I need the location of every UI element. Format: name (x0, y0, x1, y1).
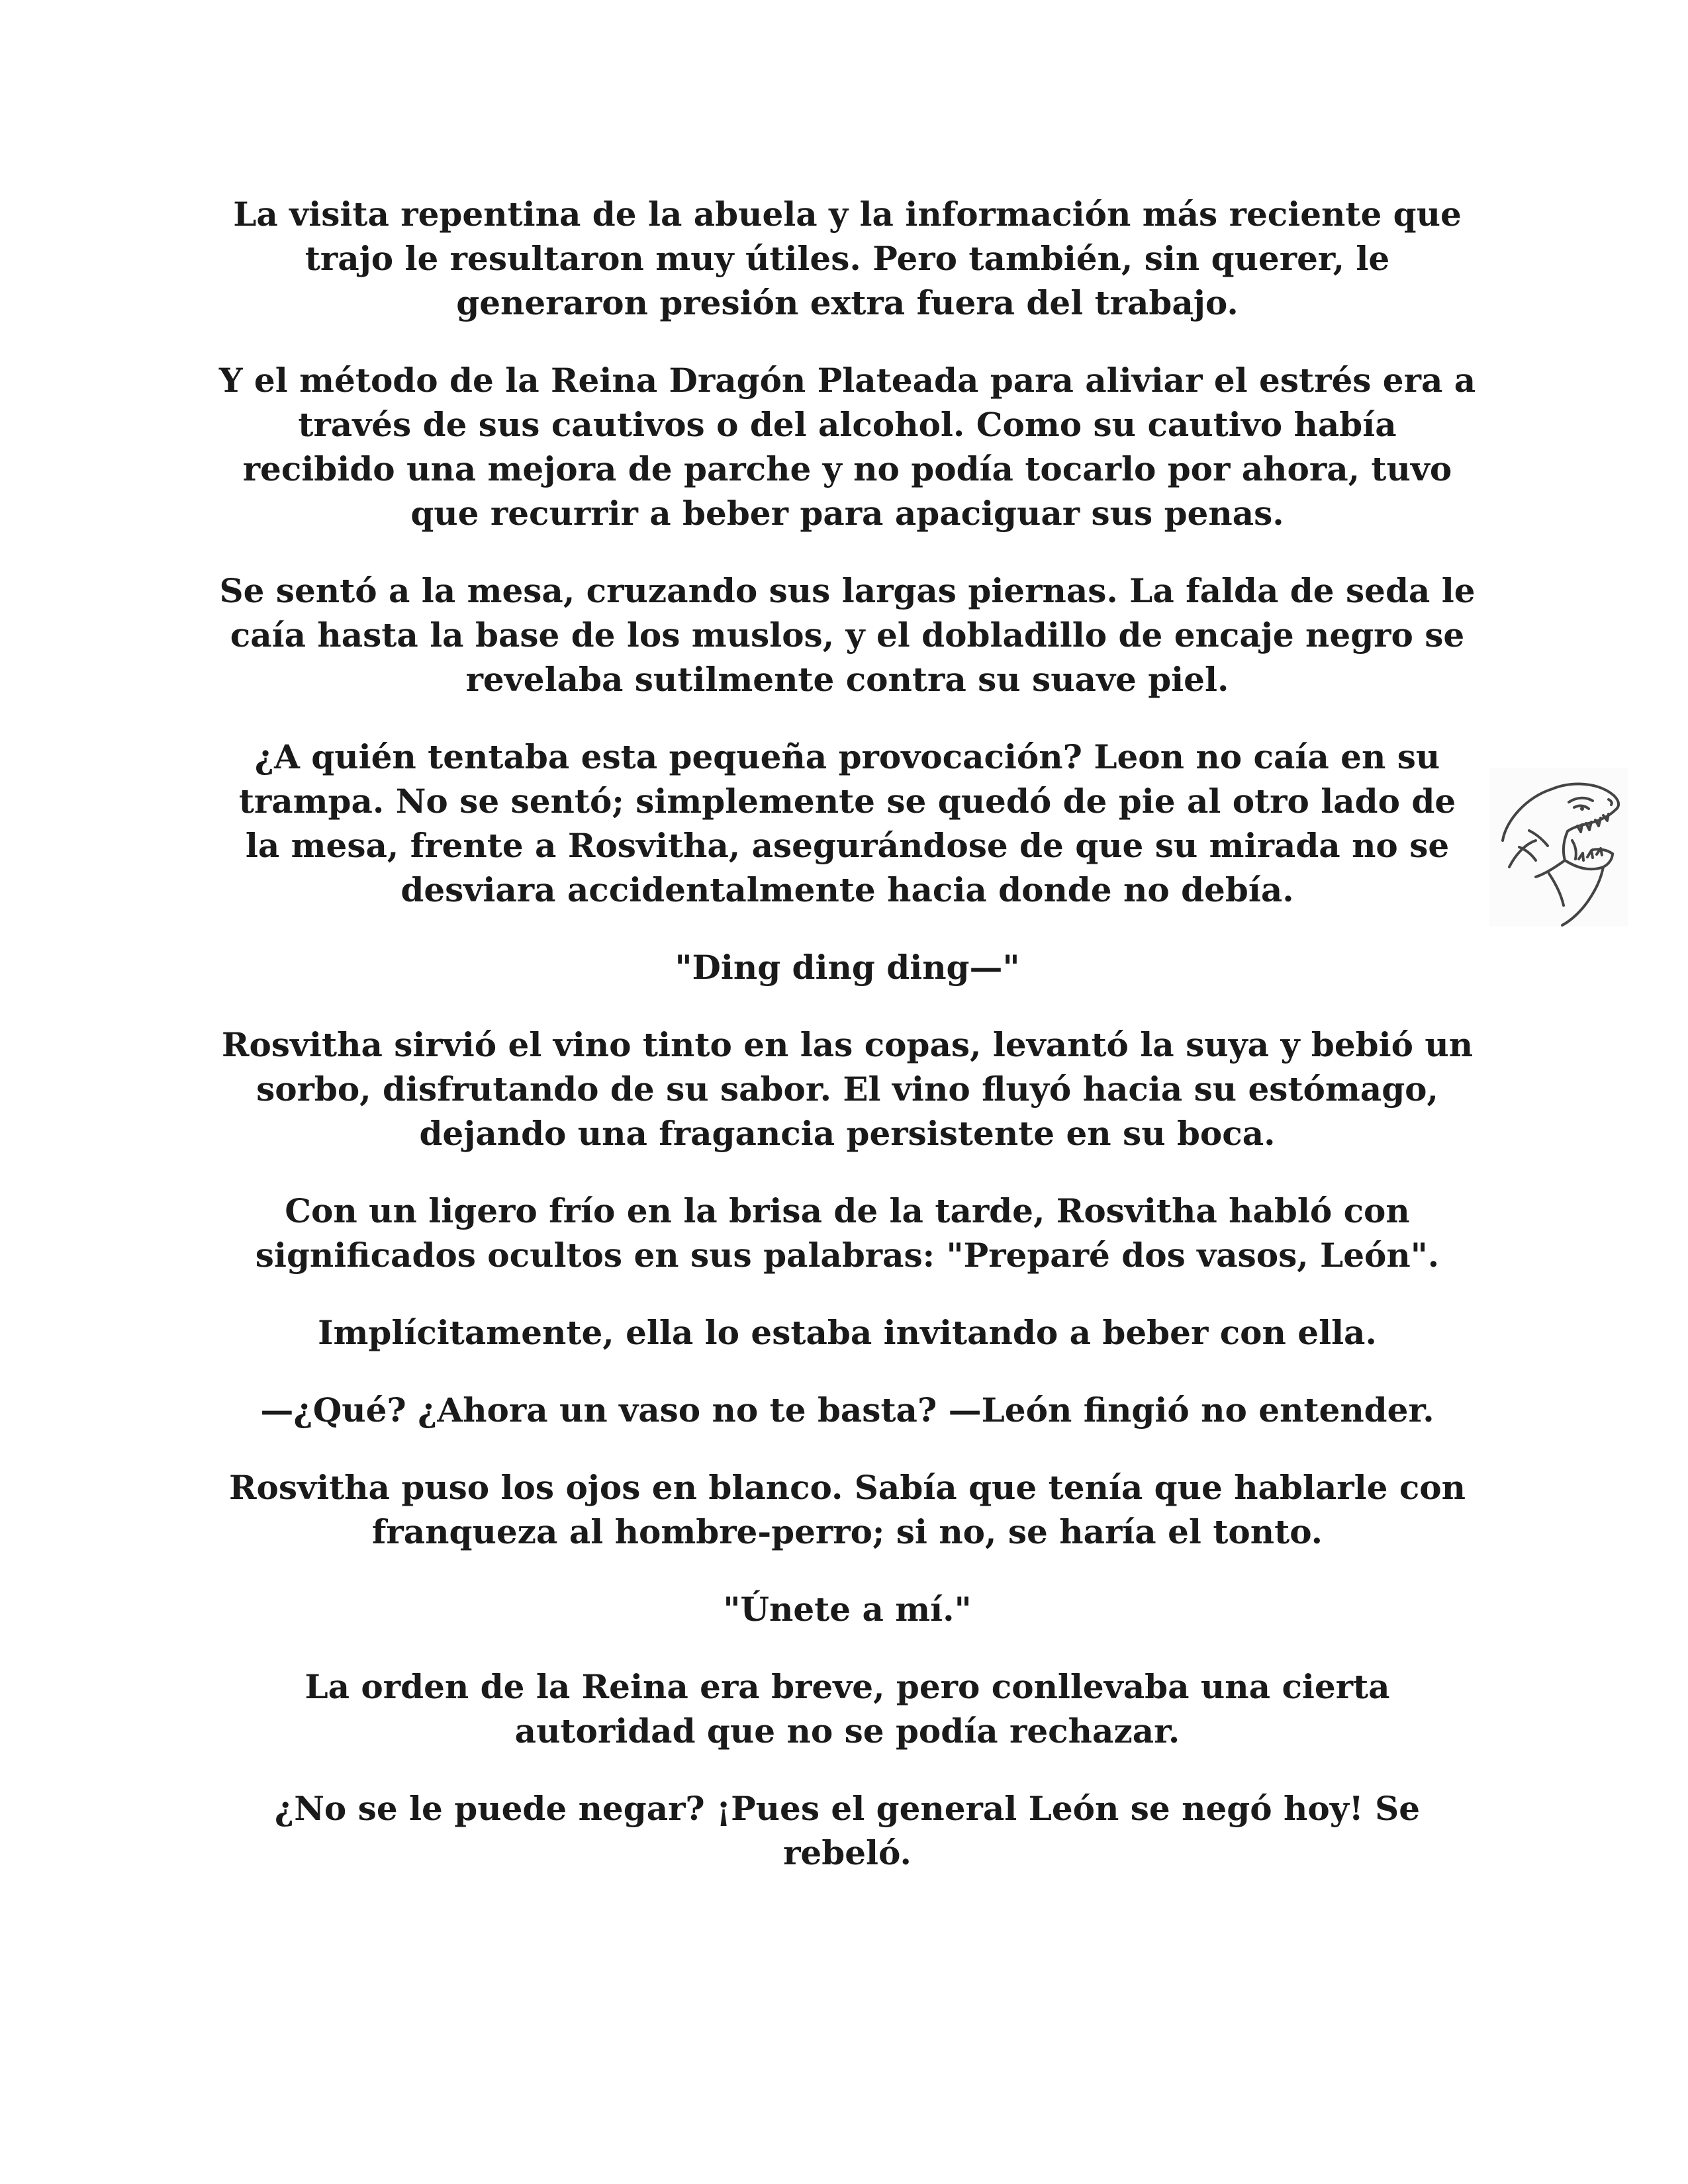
paragraph-7: Con un ligero frío en la brisa de la tarde, Rosvitha habló con significados ocultos en sus palabras: "Preparé dos vasos, León". (255, 1191, 1440, 1275)
paragraph-3: Se sentó a la mesa, cruzando sus largas piernas. La falda de seda le caía hasta la base de los muslos, y el dobladillo de encaje negro se revelaba sutilmente contra su suave piel. (219, 571, 1476, 699)
paragraph-10: Rosvitha puso los ojos en blanco. Sabía que tenía que hablarle con franqueza al hombre-perro; si no, se haría el tonto. (228, 1468, 1466, 1551)
dragon-head-sketch-icon (1489, 768, 1628, 927)
paragraph-1: La visita repentina de la abuela y la información más reciente que trajo le resultaron muy útiles. Pero también, sin querer, le generaron presión extra fuera del trabajo. (233, 195, 1462, 322)
paragraph-11: "Únete a mí." (723, 1590, 972, 1629)
paragraph-12: La orden de la Reina era breve, pero conllevaba una cierta autoridad que no se podía rechazar. (305, 1667, 1390, 1751)
paragraph-9: —¿Qué? ¿Ahora un vaso no te basta? —León fingió no entender. (260, 1390, 1434, 1430)
paragraph-4: ¿A quién tentaba esta pequeña provocación? Leon no caía en su trampa. No se sentó; simplemente se quedó de pie al otro lado de la mesa, frente a Rosvitha, asegurándose de que su mirada no se desviara accidentalmente hacia donde no debía. (238, 737, 1456, 909)
paragraph-5: "Ding ding ding—" (675, 948, 1020, 987)
paragraph-2: Y el método de la Reina Dragón Plateada para aliviar el estrés era a través de sus cautivos o del alcohol. Como su cautivo había recibido una mejora de parche y no podía tocarlo por ahora, tuvo que recurrir a beber para apaciguar sus penas. (218, 361, 1476, 533)
paragraph-6: Rosvitha sirvió el vino tinto en las copas, levantó la suya y bebió un sorbo, disfrutando de su sabor. El vino fluyó hacia su estómago, dejando una fragancia persistente en su boca. (221, 1025, 1474, 1153)
document-body (218, 192, 1476, 1908)
paragraph-13: ¿No se le puede negar? ¡Pues el general León se negó hoy! Se rebeló. (274, 1789, 1421, 1872)
paragraph-8: Implícitamente, ella lo estaba invitando a beber con ella. (318, 1313, 1377, 1352)
